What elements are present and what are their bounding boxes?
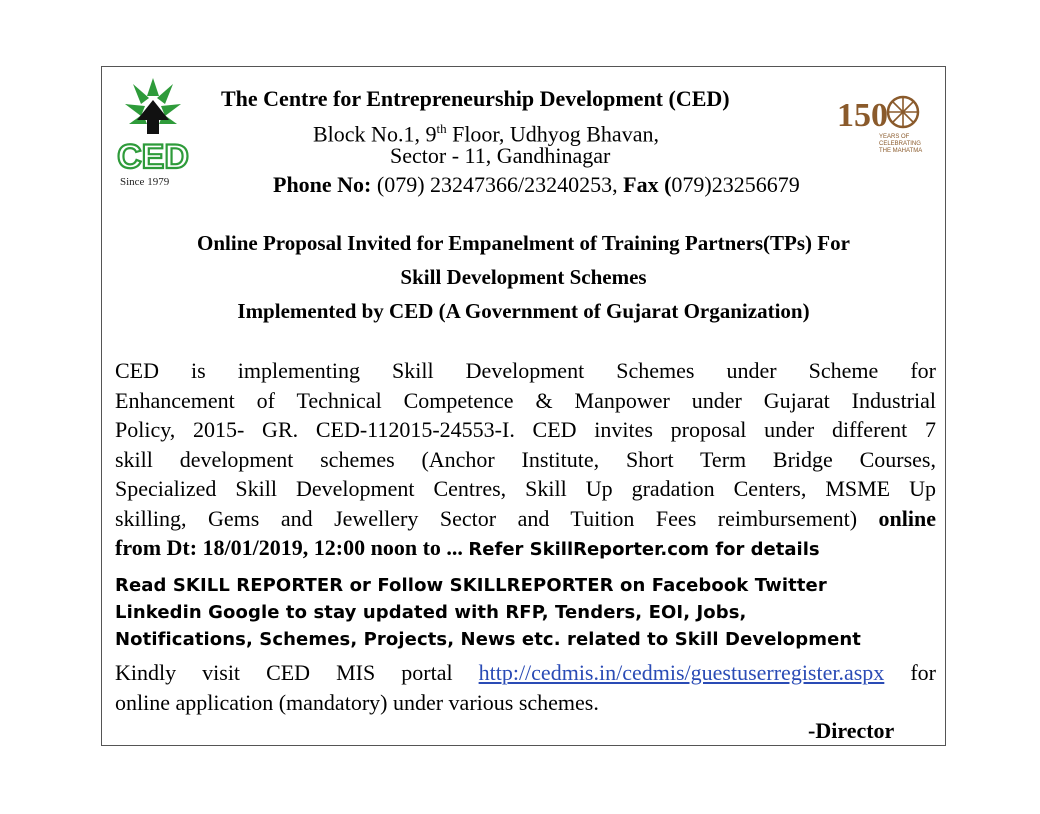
promo-line3: Notifications, Schemes, Projects, News etc. related to Skill Development [115,629,862,650]
signature-director: -Director [808,718,895,743]
gandhi-150-emblem [833,86,923,158]
title-line3: Implemented by CED (A Government of Gujarat Organization) [237,299,810,323]
body-line1: CED is implementing Skill Development Schemes under Scheme for [115,358,936,383]
since-label: Since 1979 [120,176,170,188]
ced-logo [103,76,203,186]
body-line5: Specialized Skill Development Centres, Skill Up gradation Centers, MSME Up [115,476,936,501]
address-line1: Block No.1, 9th Floor, Udhyog Bhavan, [313,121,659,147]
title-line2: Skill Development Schemes [400,265,647,289]
ced-star-arrow-icon [125,78,181,134]
visit-line1: Kindly visit CED MIS portal http://cedmis.in/cedmis/guestuserregister.aspx for [115,660,936,685]
org-name: The Centre for Entrepreneurship Development (CED) [221,86,730,111]
promo-line1: Read SKILL REPORTER or Follow SKILLREPORTER on Facebook Twitter [115,575,827,596]
body-line4: skill development schemes (Anchor Institute, Short Term Bridge Courses, [115,447,936,472]
body-line2: Enhancement of Technical Competence & Manpower under Gujarat Industrial [115,388,936,413]
ced-logo-text: CED [117,138,189,176]
cedmis-portal-link[interactable]: http://cedmis.in/cedmis/guestuserregister.aspx [478,660,885,685]
emblem-line3: THE MAHATMA [879,148,923,154]
contact-line: Phone No: (079) 23247366/23240253, Fax (079)23256679 [273,172,800,197]
body-line7: from Dt: 18/01/2019, 12:00 noon to ... Refer SkillReporter.com for details [115,535,820,560]
promo-line2: Linkedin Google to stay updated with RFP, Tenders, EOI, Jobs, [115,602,747,623]
body-line3: Policy, 2015- GR. CED-112015-24553-I. CED invites proposal under different 7 [115,417,936,442]
emblem-line1: YEARS OF [879,134,910,140]
emblem-line2: CELEBRATING [879,141,921,147]
visit-line2: online application (mandatory) under various schemes. [115,690,599,715]
title-line1: Online Proposal Invited for Empanelment of Training Partners(TPs) For [197,231,850,255]
emblem-number: 150 [837,97,888,134]
body-line6: skilling, Gems and Jewellery Sector and Tuition Fees reimbursement) online [115,506,936,531]
address-line2: Sector - 11, Gandhinagar [390,143,611,168]
